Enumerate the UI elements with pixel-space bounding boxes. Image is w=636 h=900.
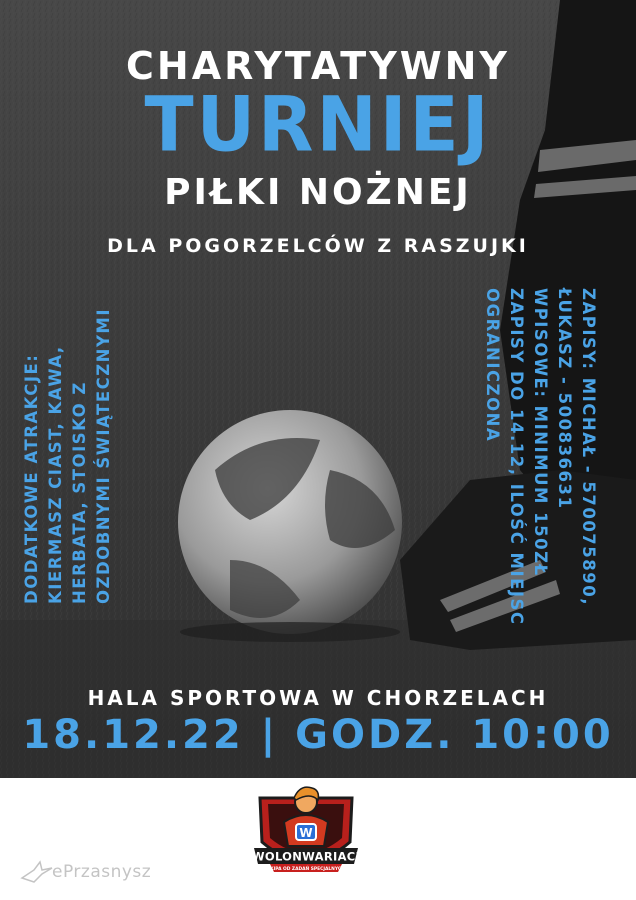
title-line-3: PIŁKI NOŻNEJ	[164, 172, 472, 213]
venue: HALA SPORTOWA W CHORZELACH	[87, 686, 549, 710]
bird-icon	[20, 860, 54, 884]
attractions-block	[20, 288, 116, 604]
logo-tagline: EKIPA OD ZADAŃ SPECJALNYCH	[267, 867, 345, 872]
attractions-line-4: OZDOBNYMI ŚWIĄTECZNYMI	[94, 308, 113, 604]
wolonwariaci-logo	[250, 782, 362, 882]
attractions-line-3: HERBATA, STOISKO Z	[70, 381, 89, 604]
registration-line-1: ZAPISY: MICHAŁ - 570075890,	[579, 288, 598, 606]
registration-line-3: WPISOWE: MINIMUM 150ZŁ	[531, 288, 550, 577]
title-line-2: TURNIEJ	[144, 79, 492, 169]
title-line-1: CHARYTATYWNY	[126, 44, 510, 88]
logo-letter: W	[299, 826, 313, 840]
registration-line-4: ZAPISY DO 14.12, ILOŚĆ MIEJSC	[507, 288, 526, 626]
registration-block	[480, 288, 600, 628]
event-datetime: 18.12.22 | GODZ. 10:00	[22, 712, 614, 758]
registration-line-2: ŁUKASZ - 500836631	[555, 288, 574, 510]
logo-name: WOLONWARIACI	[251, 849, 361, 864]
registration-line-5: OGRANICZONA	[483, 288, 502, 443]
subtitle: DLA POGORZELCÓW Z RASZUJKI	[107, 235, 529, 257]
attractions-line-2: KIERMASZ CIAST, KAWA,	[46, 345, 65, 604]
watermark-text: ePrzasnysz	[52, 862, 152, 882]
attractions-line-1: DODATKOWE ATRAKCJE:	[22, 353, 41, 604]
